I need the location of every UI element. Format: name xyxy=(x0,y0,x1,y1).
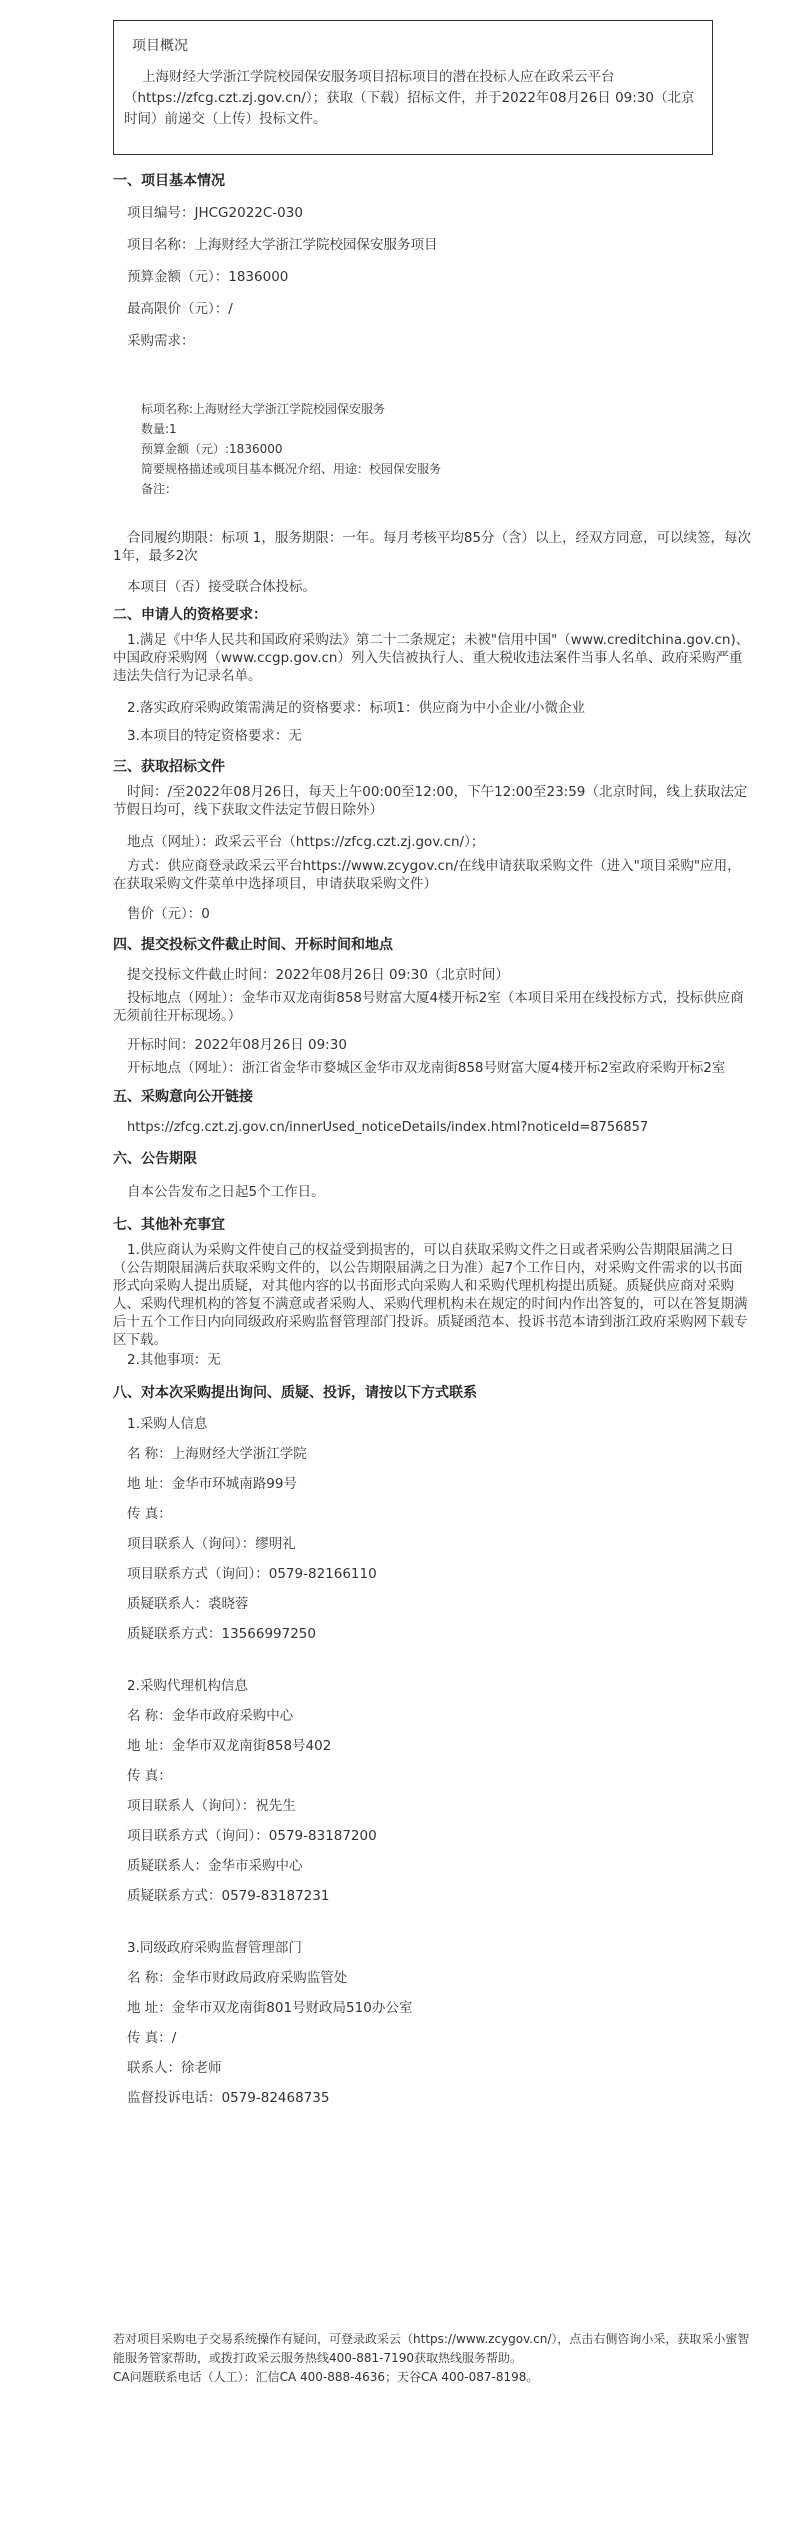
section-heading-basic-info: 一、项目基本情况 xyxy=(113,173,225,189)
period-text: 自本公告发布之日起5个工作日。 xyxy=(127,1184,325,1200)
section-heading-intent-link: 五、采购意向公开链接 xyxy=(113,1089,253,1105)
buyer-contact: 项目联系人（询问）：缪明礼 xyxy=(127,1536,296,1552)
get-docs-method: 方式：供应商登录政采云平台https://www.zcygov.cn/在线申请获取采购文件（进入"项目采购"应用，在获取采购文件菜单中选择项目，申请获取采购文件） xyxy=(113,858,741,892)
project-name: 项目名称：上海财经大学浙江学院校园保安服务项目 xyxy=(127,237,438,253)
lot-budget: 预算金额（元）:1836000 xyxy=(141,442,283,456)
lot-quantity: 数量:1 xyxy=(141,422,177,436)
max-price: 最高限价（元）：/ xyxy=(127,301,233,317)
buyer-name: 名 称：上海财经大学浙江学院 xyxy=(127,1446,307,1462)
footer-help-text: 若对项目采购电子交易系统操作有疑问，可登录政采云（https://www.zcygov.cn/），点击右侧咨询小采，获取采小蜜智能服务管家帮助，或拨打政采云服务热线400-881-7190获取热线服务帮助。 xyxy=(113,2332,750,2365)
lot-remark: 备注： xyxy=(141,482,178,496)
section-heading-qualification: 二、申请人的资格要求： xyxy=(113,607,267,623)
agent-phone: 项目联系方式（询问）：0579-83187200 xyxy=(127,1828,377,1844)
notice-content xyxy=(113,165,753,2113)
supervisor-info xyxy=(113,1933,753,2113)
agent-name: 名 称：金华市政府采购中心 xyxy=(127,1708,294,1724)
demand-label: 采购需求： xyxy=(127,333,195,349)
qualification-1: 1.满足《中华人民共和国政府采购法》第二十二条规定；未被"信用中国"（www.creditchina.gov.cn)、中国政府采购网（www.ccgp.gov.cn）列入失信被执行人、重大税收违法案件当事人名单、政府采购严重违法失信行为记录名单。 xyxy=(113,632,750,684)
submit-place: 投标地点（网址）：金华市双龙南街858号财富大厦4楼开标2室（本项目采用在线投标方式，投标供应商无须前往开标现场。） xyxy=(113,990,744,1024)
budget-amount: 预算金额（元）：1836000 xyxy=(127,269,289,285)
get-docs-place: 地点（网址）：政采云平台（https://zfcg.czt.zj.gov.cn/）； xyxy=(127,834,485,850)
agent-contact: 项目联系人（询问）：祝先生 xyxy=(127,1798,296,1814)
buyer-phone: 项目联系方式（询问）：0579-82166110 xyxy=(127,1566,377,1582)
footer-ca-text: CA问题联系电话（人工）：汇信CA 400-888-4636；天谷CA 400-087-8198。 xyxy=(113,2370,539,2384)
supervisor-contact: 联系人：徐老师 xyxy=(127,2060,222,2076)
buyer-title: 1.采购人信息 xyxy=(127,1416,208,1432)
supervisor-fax: 传 真：/ xyxy=(127,2030,177,2046)
agent-fax: 传 真： xyxy=(127,1768,172,1784)
qualification-2: 2.落实政府采购政策需满足的资格要求：标项1：供应商为中小企业/小微企业 xyxy=(127,700,586,716)
submit-deadline: 提交投标文件截止时间：2022年08月26日 09:30（北京时间） xyxy=(127,967,509,983)
other-item-2: 2.其他事项：无 xyxy=(127,1352,221,1368)
supervisor-name: 名 称：金华市财政局政府采购监管处 xyxy=(127,1970,348,1986)
overview-box xyxy=(113,20,713,155)
lot-name: 标项名称:上海财经大学浙江学院校园保安服务 xyxy=(141,402,386,416)
open-time: 开标时间：2022年08月26日 09:30 xyxy=(127,1037,347,1053)
section-heading-get-docs: 三、获取招标文件 xyxy=(113,759,225,775)
agent-query-phone: 质疑联系方式：0579-83187231 xyxy=(127,1888,330,1904)
supervisor-address: 地 址：金华市双龙南街801号财政局510办公室 xyxy=(127,2000,413,2016)
project-code: 项目编号：JHCG2022C-030 xyxy=(127,205,303,221)
overview-text: 上海财经大学浙江学院校园保安服务项目招标项目的潜在投标人应在政采云平台（https://zfcg.czt.zj.gov.cn/）；获取（下载）招标文件，并于2022年08月26日 09:30（北京时间）前递交（上传）投标文件。 xyxy=(124,69,695,127)
section-heading-other: 七、其他补充事宜 xyxy=(113,1217,225,1233)
open-place: 开标地点（网址）：浙江省金华市婺城区金华市双龙南街858号财富大厦4楼开标2室政府采购开标2室 xyxy=(127,1060,726,1076)
buyer-address: 地 址：金华市环城南路99号 xyxy=(127,1476,297,1492)
other-item-1: 1.供应商认为采购文件使自己的权益受到损害的，可以自获取采购文件之日或者采购公告期限届满之日（公告期限届满后获取采购文件的，以公告期限届满之日为准）起7个工作日内，对采购文件需求的以书面形式向采购人提出质疑，对其他内容的以书面形式向采购人和采购代理机构提出质疑。质疑供应商对采购人、采购代理机构的答复不满意或者采购人、采购代理机构未在规定的时间内作出答复的，可以在答复期满后十五个工作日内向同级政府采购监督管理部门投诉。质疑函范本、投诉书范本请到浙江政府采购网下载专区下载。 xyxy=(113,1242,748,1348)
section-heading-deadline: 四、提交投标文件截止时间、开标时间和地点 xyxy=(113,937,393,953)
section-heading-period: 六、公告期限 xyxy=(113,1151,197,1167)
get-docs-price: 售价（元）：0 xyxy=(127,906,210,922)
intent-link[interactable]: https://zfcg.czt.zj.gov.cn/innerUsed_noticeDetails/index.html?noticeId=8756857 xyxy=(127,1120,649,1135)
agent-info xyxy=(113,1671,753,1911)
footer-note xyxy=(113,2330,753,2387)
supervisor-title: 3.同级政府采购监督管理部门 xyxy=(127,1940,302,1956)
agent-address: 地 址：金华市双龙南街858号402 xyxy=(127,1738,332,1754)
agent-title: 2.采购代理机构信息 xyxy=(127,1678,248,1694)
contract-term: 合同履约期限：标项 1，服务期限：一年。每月考核平均85分（含）以上，经双方同意，可以续签，每次1年，最多2次 xyxy=(113,530,752,564)
buyer-fax: 传 真： xyxy=(127,1506,172,1522)
supervisor-phone: 监督投诉电话：0579-82468735 xyxy=(127,2090,330,2106)
lot-spec: 简要规格描述或项目基本概况介绍、用途：校园保安服务 xyxy=(141,462,442,476)
agent-query-contact: 质疑联系人：金华市采购中心 xyxy=(127,1858,303,1874)
buyer-query-contact: 质疑联系人：裘晓蓉 xyxy=(127,1596,249,1612)
overview-title: 项目概况 xyxy=(132,38,188,54)
section-heading-contact: 八、对本次采购提出询问、质疑、投诉，请按以下方式联系 xyxy=(113,1385,477,1401)
get-docs-time: 时间：/至2022年08月26日，每天上午00:00至12:00，下午12:00至23:59（北京时间，线上获取法定节假日均可，线下获取文件法定节假日除外） xyxy=(113,784,748,818)
consortium-note: 本项目（否）接受联合体投标。 xyxy=(127,579,316,595)
buyer-query-phone: 质疑联系方式：13566997250 xyxy=(127,1626,316,1642)
qualification-3: 3.本项目的特定资格要求：无 xyxy=(127,728,302,744)
buyer-info xyxy=(113,1409,753,1649)
